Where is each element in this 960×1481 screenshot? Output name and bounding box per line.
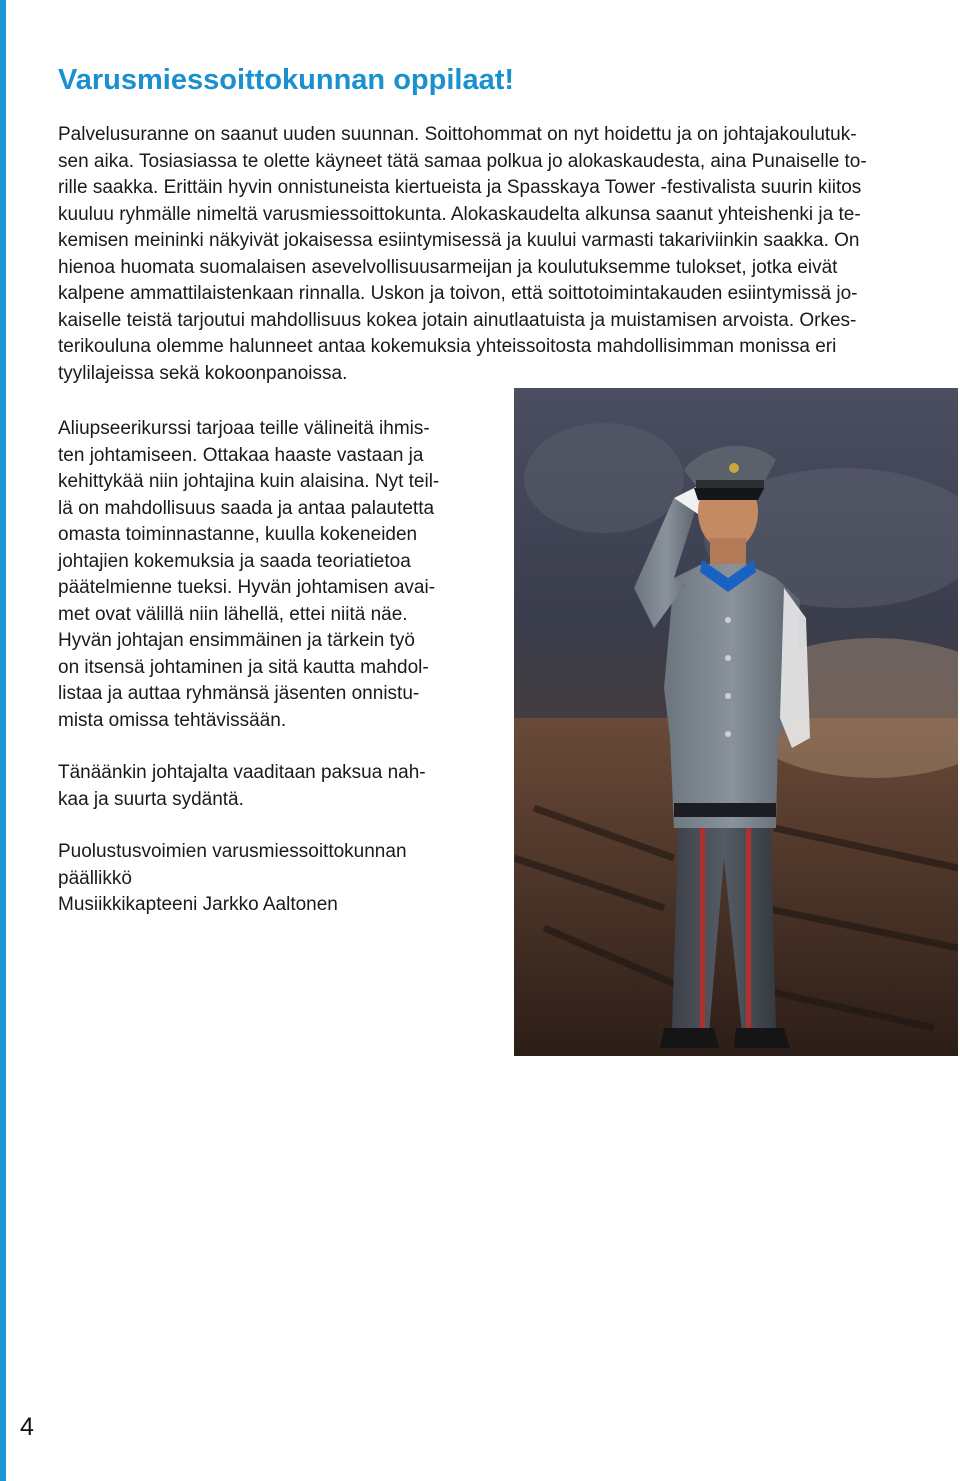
- leadership-paragraph: [58, 416, 439, 734]
- text-line: päätelmienne tueksi. Hyvän johtamisen avai-: [58, 577, 436, 598]
- signature-line: Musiikkikapteeni Jarkko Aaltonen: [58, 894, 338, 915]
- text-line: hienoa huomata suomalaisen asevelvollisuusarmeijan ja koulutuksemme tulokset, jotka eivät: [58, 256, 838, 278]
- signature-line: päällikkö: [58, 867, 132, 889]
- text-line: Aliupseerikurssi tarjoaa teille välineitä ihmis-: [58, 418, 430, 439]
- photo-illustration: [514, 388, 958, 1056]
- signature-block: [58, 839, 407, 919]
- text-line: terikouluna olemme halunneet antaa kokemuksia yhteissoitosta mahdollisimman monissa eri: [58, 336, 837, 357]
- text-line: Hyvän johtajan ensimmäinen ja tärkein työ: [58, 630, 415, 651]
- closing-paragraph: [58, 760, 426, 813]
- text-line: listaa ja auttaa ryhmänsä jäsenten onnistu-: [58, 683, 420, 704]
- text-line: mista omissa tehtävissään.: [58, 709, 287, 731]
- accent-side-bar: [0, 0, 6, 1481]
- text-line: tyylilajeissa sekä kokoonpanoissa.: [58, 362, 348, 384]
- text-line: on itsensä johtaminen ja sitä kautta mahdol-: [58, 656, 429, 678]
- text-line: kaiselle teistä tarjoutui mahdollisuus kokea jotain ainutlaatuista ja muistamisen arvoista. Orkes-: [58, 309, 857, 331]
- text-line: omasta toiminnastanne, kuulla kokeneiden: [58, 524, 418, 545]
- text-line: johtajien kokemuksia ja saada teoriatietoa: [58, 550, 411, 572]
- text-line: kaa ja suurta sydäntä.: [58, 788, 244, 810]
- page-number: 4: [20, 1413, 34, 1441]
- text-line: rille saakka. Erittäin hyvin onnistuneista kiertueista ja Spasskaya Tower -festivalista suurin kiitos: [58, 177, 862, 198]
- signature-line: Puolustusvoimien varusmiessoittokunnan: [58, 841, 407, 862]
- page-title: Varusmiessoittokunnan oppilaat!: [58, 64, 515, 96]
- text-line: lä on mahdollisuus saada ja antaa palautetta: [58, 497, 435, 519]
- text-line: met ovat välillä niin lähellä, ettei niitä näe.: [58, 603, 408, 625]
- text-line: kalpene ammattilaistenkaan rinnalla. Uskon ja toivon, että soittotoimintakauden esiintymissä jo-: [58, 283, 858, 304]
- intro-paragraph: [58, 122, 867, 387]
- saluting-officer-photo: [514, 388, 958, 1056]
- text-line: kuuluu ryhmälle nimeltä varusmiessoittokunta. Alokaskaudelta alkunsa saanut yhteishenki ja te-: [58, 203, 861, 225]
- text-line: sen aika. Tosiasiassa te olette käyneet tätä samaa polkua jo alokaskaudesta, aina Punaiselle to-: [58, 150, 867, 172]
- text-line: Palvelusuranne on saanut uuden suunnan. Soittohommat on nyt hoidettu ja on johtajakoulutuk-: [58, 124, 857, 145]
- text-line: kemisen meininki näkyivät jokaisessa esiintymisessä ja kuului varmasti takariviinkin saakka. On: [58, 230, 860, 251]
- text-line: ten johtamiseen. Ottakaa haaste vastaan ja: [58, 444, 424, 466]
- text-line: kehittykää niin johtajina kuin alaisina. Nyt teil-: [58, 471, 440, 492]
- text-line: Tänäänkin johtajalta vaaditaan paksua nah-: [58, 762, 426, 783]
